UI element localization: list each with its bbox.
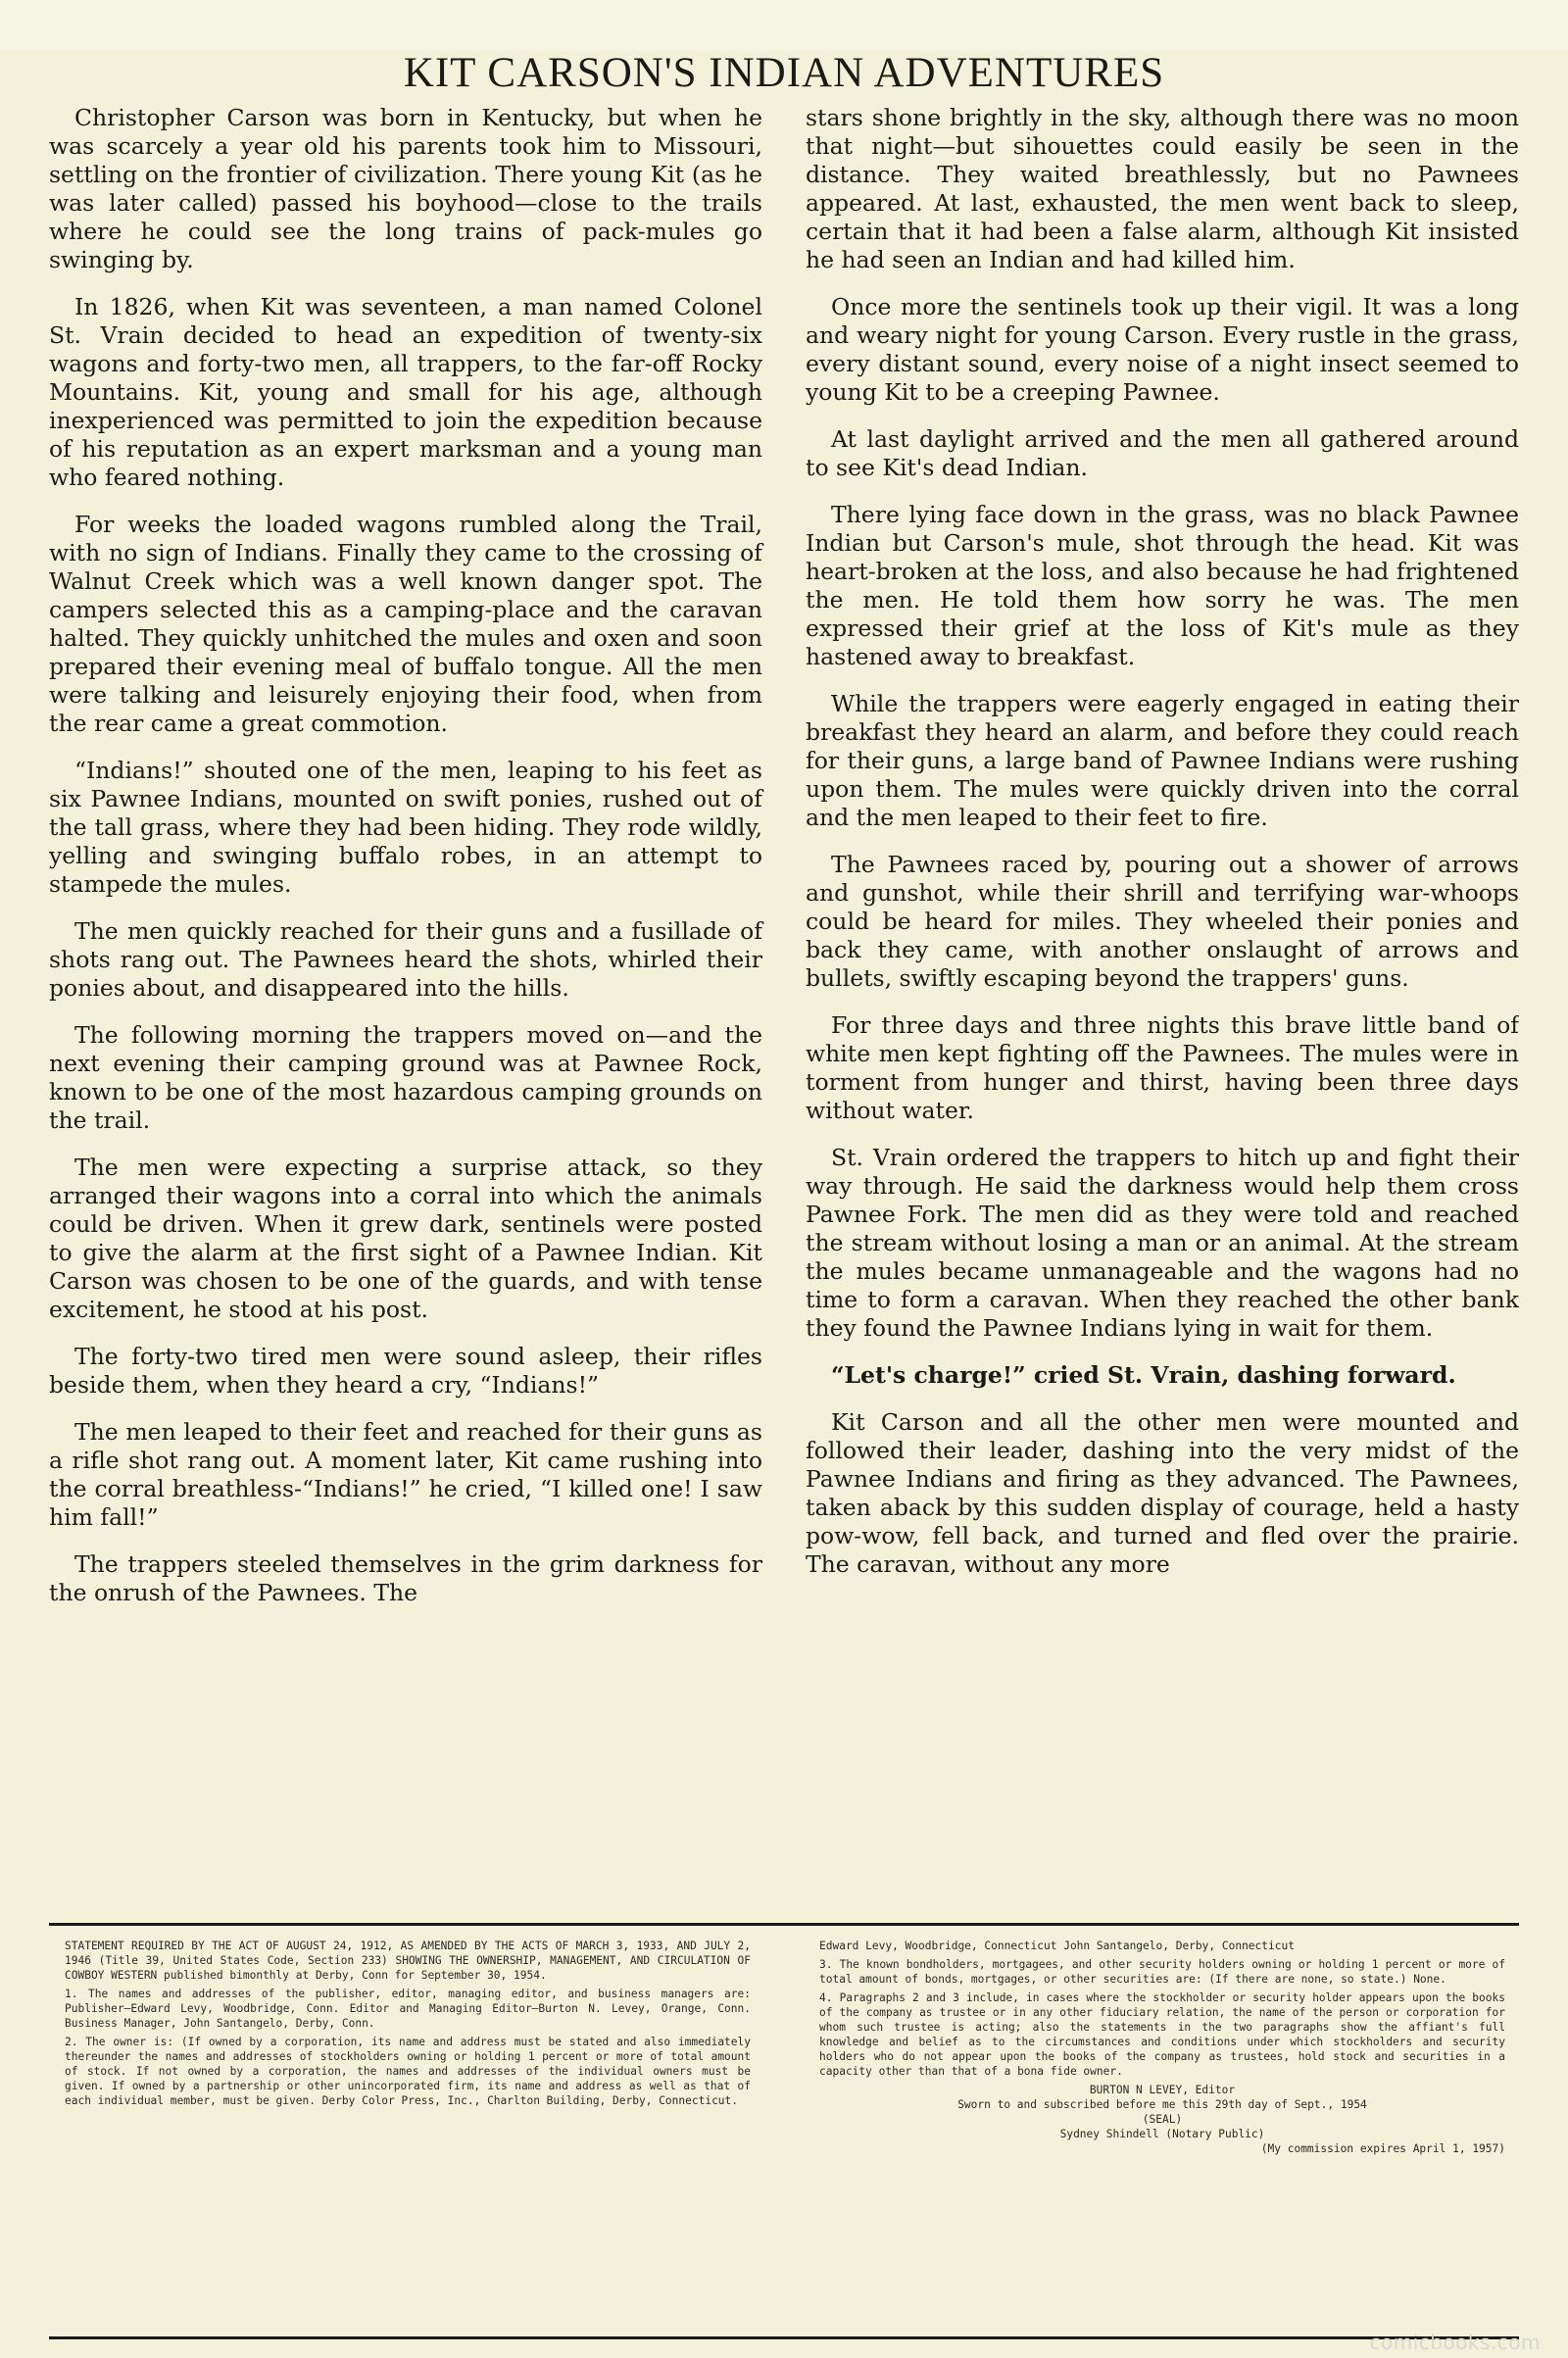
statement-right-column: [819, 1939, 1505, 2331]
paragraph: “Let's charge!” cried St. Vrain, dashing forward.: [831, 1361, 1456, 1389]
paragraph: “Indians!” shouted one of the men, leaping to his feet as six Pawnee Indians, mounted on swift ponies, rushed out of the tall grass, where they had been hiding. They rode wildly, yelling and swinging buffalo robes, in an attempt to stampede the mules.: [49, 757, 762, 898]
paragraph: stars shone brightly in the sky, although there was no moon that night—but sihouettes could easily be seen in the distance. They waited breathlessly, but no Pawnees appeared. At last, exhausted, the men went back to sleep, certain that it had been a false alarm, although Kit insisted he had seen an Indian and had killed him.: [806, 104, 1519, 273]
editor-signature: BURTON N LEVEY, Editor: [1089, 2084, 1236, 2096]
statement-paragraph: Edward Levy, Woodbridge, Connecticut John Santangelo, Derby, Connecticut: [819, 1940, 1295, 1952]
paragraph: While the trappers were eagerly engaged in eating their breakfast they heard an alarm, and before they could reach for their guns, a large band of Pawnee Indians were rushing upon them. The mules were quickly driven into the corral and the men leaped to their feet to fire.: [806, 690, 1519, 831]
paragraph: The men leaped to their feet and reached for their guns as a rifle shot rang out. A moment later, Kit came rushing into the corral breathless-“Indians!” he cried, “I killed one! I saw him fall!”: [49, 1418, 762, 1531]
paragraph: The forty-two tired men were sound asleep, their rifles beside them, when they heard a cry, “Indians!”: [49, 1343, 762, 1399]
paragraph: There lying face down in the grass, was no black Pawnee Indian but Carson's mule, shot through the head. Kit was heart-broken at the loss, and also because he had frightened the men. He told them how sorry he was. The men expressed their grief at the loss of Kit's mule as they hastened away to breakfast.: [806, 501, 1519, 670]
statement-top-rule: [49, 1923, 1519, 1926]
paragraph: Christopher Carson was born in Kentucky, but when he was scarcely a year old his parents took him to Missouri, settling on the frontier of civilization. There young Kit (as he was later called) passed his boyhood—close to the trails where he could see the long trains of pack-mules go swinging by.: [49, 104, 762, 273]
statement-paragraph: 1. The names and addresses of the publisher, editor, managing editor, and business managers are: Publisher—Edward Levy, Woodbridge, Conn. Editor and Managing Editor—Burton N. Levey, Orange, Conn. Business Manager, John Santangelo, Derby, Conn.: [65, 1988, 751, 2030]
paragraph: At last daylight arrived and the men all gathered around to see Kit's dead Indian.: [806, 425, 1519, 481]
statement-bottom-rule: [49, 2336, 1519, 2339]
seal-label: (SEAL): [1142, 2113, 1183, 2126]
page-title: KIT CARSON'S INDIAN ADVENTURES: [403, 50, 1165, 96]
paragraph: St. Vrain ordered the trappers to hitch up and fight their way through. He said the darkness would help them cross Pawnee Fork. The men did as they were told and reached the stream without losing a man or an animal. At the stream the mules became unmanageable and the wagons had no time to form a caravan. When they reached the other bank they found the Pawnee Indians lying in wait for them.: [806, 1144, 1519, 1342]
statement-paragraph: 3. The known bondholders, mortgagees, and other security holders owning or holding 1 percent or more of total amount of bonds, mortgages, or other securities are: (If there are none, so state.) None.: [819, 1958, 1505, 1986]
paragraph: The following morning the trappers moved on—and the next evening their camping ground was at Pawnee Rock, known to be one of the most hazardous camping grounds on the trail.: [49, 1021, 762, 1134]
watermark: comicbooks.com: [1369, 2331, 1541, 2354]
statement-left-column: [65, 1939, 751, 2331]
paragraph: For three days and three nights this brave little band of white men kept fighting off the Pawnees. The mules were in torment from hunger and thirst, having been three days without water.: [806, 1011, 1519, 1124]
statement-paragraph: STATEMENT REQUIRED BY THE ACT OF AUGUST 24, 1912, AS AMENDED BY THE ACTS OF MARCH 3, 1933, AND JULY 2, 1946 (Title 39, United States Code, Section 233) SHOWING THE OWNERSHIP, MANAGEMENT, AND CIRCULATION OF COWBOY WESTERN published bimonthly at Derby, Conn for September 30, 1954.: [65, 1940, 751, 1982]
paragraph: Kit Carson and all the other men were mounted and followed their leader, dashing into the very midst of the Pawnee Indians and firing as they advanced. The Pawnees, taken aback by this sudden display of courage, held a hasty pow-wow, fell back, and turned and fled over the prairie. The caravan, without any more: [806, 1408, 1519, 1578]
statement-paragraph: 4. Paragraphs 2 and 3 include, in cases where the stockholder or security holder appears upon the books of the company as trustee or in any other fiduciary relation, the name of the person or corporation for whom such trustee is acting; also the statements in the two paragraphs show the affiant's full knowledge and belief as to the circumstances and conditions under which stockholders and security holders who do not appear upon the books of the company as trustees, hold stock and securities in a capacity other than that of a bona fide owner.: [819, 1991, 1505, 2078]
paragraph: For weeks the loaded wagons rumbled along the Trail, with no sign of Indians. Finally they came to the crossing of Walnut Creek which was a well known danger spot. The campers selected this as a camping-place and the caravan halted. They quickly unhitched the mules and oxen and soon prepared their evening meal of buffalo tongue. All the men were talking and leisurely enjoying their food, when from the rear came a great commotion.: [49, 511, 762, 737]
commission-expiry: (My commission expires April 1, 1957): [1260, 2142, 1505, 2155]
right-column: [806, 104, 1519, 1907]
statement-paragraph: 2. The owner is: (If owned by a corporation, its name and address must be stated and also immediately thereunder the names and addresses of stockholders owning or holding 1 percent or more of total amount of stock. If not owned by a corporation, the names and addresses of the individual owners must be given. If owned by a partnership or other unincorporated firm, its name and address as well as that of each individual member, must be given. Derby Color Press, Inc., Charlton Building, Derby, Connecticut.: [65, 2036, 751, 2107]
notary-name: Sydney Shindell (Notary Public): [1059, 2128, 1265, 2140]
left-column: [49, 104, 762, 1907]
ownership-statement: [65, 1939, 1505, 2331]
paragraph: The trappers steeled themselves in the grim darkness for the onrush of the Pawnees. The: [49, 1550, 762, 1606]
paragraph: The Pawnees raced by, pouring out a shower of arrows and gunshot, while their shrill and terrifying war-whoops could be heard for miles. They wheeled their ponies and back they came, with another onslaught of arrows and bullets, swiftly escaping beyond the trappers' guns.: [806, 851, 1519, 992]
paragraph: The men were expecting a surprise attack, so they arranged their wagons into a corral into which the animals could be driven. When it grew dark, sentinels were posted to give the alarm at the first sight of a Pawnee Indian. Kit Carson was chosen to be one of the guards, and with tense excitement, he stood at his post.: [49, 1154, 762, 1323]
paragraph: Once more the sentinels took up their vigil. It was a long and weary night for young Carson. Every rustle in the grass, every distant sound, every noise of a night insect seemed to young Kit to be a creeping Pawnee.: [806, 293, 1519, 406]
paragraph: In 1826, when Kit was seventeen, a man named Colonel St. Vrain decided to head an expedition of twenty-six wagons and forty-two men, all trappers, to the far-off Rocky Mountains. Kit, young and small for his age, although inexperienced was permitted to join the expedition because of his reputation as an expert marksman and a young man who feared nothing.: [49, 293, 762, 491]
page-top-edge: [0, 0, 1568, 51]
sworn-statement: Sworn to and subscribed before me this 29th day of Sept., 1954: [957, 2098, 1367, 2111]
paragraph: The men quickly reached for their guns and a fusillade of shots rang out. The Pawnees heard the shots, whirled their ponies about, and disappeared into the hills.: [49, 917, 762, 1002]
article-body: [49, 104, 1519, 1907]
